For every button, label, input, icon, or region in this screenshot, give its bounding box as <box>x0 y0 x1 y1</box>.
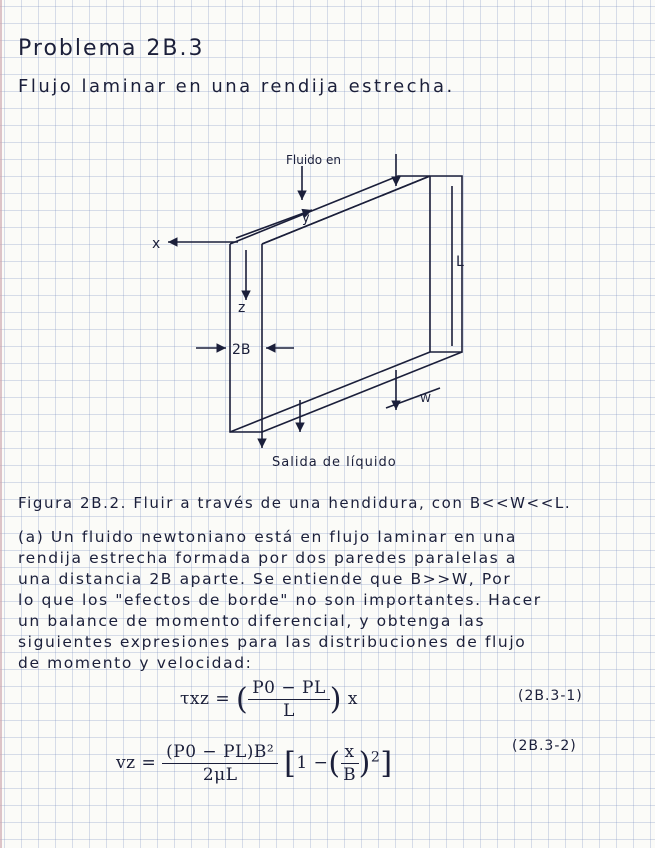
paragraph-line: un balance de momento diferencial, y obtenga las <box>18 612 486 630</box>
figure-label-inlet: Fluido en <box>286 153 341 167</box>
figure-label-L: L <box>456 254 464 270</box>
top-back-edge <box>230 176 430 244</box>
eq1-rhs: x <box>347 689 358 709</box>
eq1-denominator: L <box>283 701 295 721</box>
figure-label-y: y <box>302 211 310 226</box>
eq2-one-minus: 1 − <box>296 753 329 773</box>
paragraph-line: una distancia 2B aparte. Se entiende que B>>W, Por <box>18 570 512 588</box>
eq1-lhs: τxz = <box>180 689 231 709</box>
figure-label-x: x <box>152 236 161 252</box>
figure-label-outlet: Salida de líquido <box>272 455 397 470</box>
eq2-inner-numerator: x <box>341 742 359 764</box>
eq1-numerator: P0 − PL <box>248 678 330 700</box>
figure-label-z: z <box>238 300 246 316</box>
eq2-lhs: vz = <box>116 753 157 773</box>
eq2-denominator: 2μL <box>202 765 238 785</box>
equation-number-1: (2B.3-1) <box>518 688 583 704</box>
figure-label-2B: 2B <box>232 342 251 358</box>
figure-label-W: W <box>420 392 431 405</box>
equation-velocity: vz = $\frac{\text{(P0 − PL)B²}}{2\mu L}$ [1 −( $\frac{x}{B}$ )$^2$] <box>116 742 393 785</box>
paragraph-line: siguientes expresiones para las distribuciones de flujo <box>18 633 527 651</box>
y-axis-arrow <box>236 210 312 238</box>
equation-number-2: (2B.3-2) <box>512 738 577 754</box>
bottom-edge <box>262 352 462 432</box>
problem-title: Problema 2B.3 <box>18 36 205 61</box>
paragraph-line: rendija estrecha formada por dos paredes paralelas a <box>18 549 517 567</box>
eq2-numerator: (P0 − PL)B² <box>162 742 278 764</box>
paragraph-line: (a) Un fluido newtoniano está en flujo laminar en una <box>18 528 517 546</box>
paragraph-line: de momento y velocidad: <box>18 654 253 672</box>
eq2-inner-denominator: B <box>343 765 357 785</box>
figure-caption: Figura 2B.2. Fluir a través de una hendidura, con B<<W<<L. <box>18 494 572 512</box>
equation-momentum-flux: τxz = ( $\frac{P0 - PL}{L}$ ) x <box>180 678 358 721</box>
paragraph-line: lo que los "efectos de borde" no son importantes. Hacer <box>18 591 542 609</box>
width-dimension <box>386 388 440 408</box>
eq2-power: 2 <box>370 749 381 766</box>
problem-subtitle: Flujo laminar en una rendija estrecha. <box>18 76 455 97</box>
